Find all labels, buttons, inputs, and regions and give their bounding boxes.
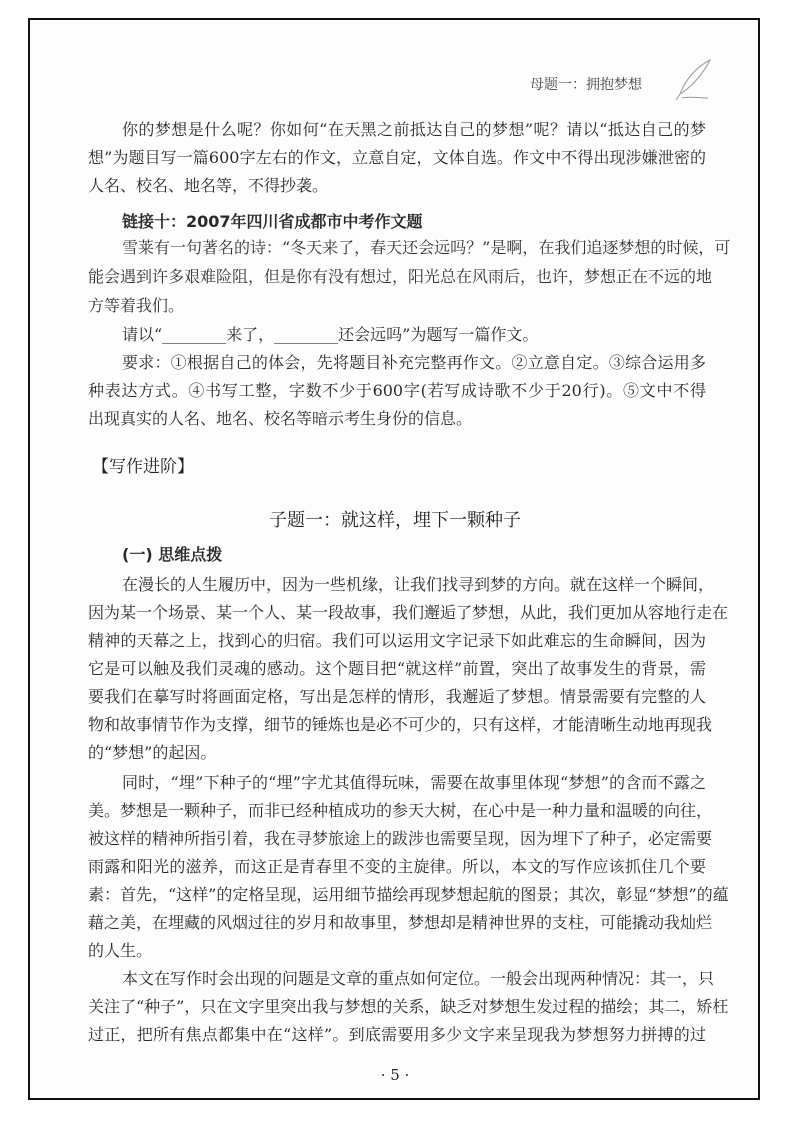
feather-pen-icon [672, 58, 714, 102]
paragraph-line: 人名、校名、地名等，不得抄袭。 [88, 176, 329, 195]
paragraph-line: 它是可以触及我们灵魂的感动。这个题目把“就这样”前置，突出了故事发生的背景，需 [88, 659, 706, 678]
running-header: 母题一：拥抱梦想 [530, 77, 642, 93]
paragraph-line: 你的梦想是什么呢？你如何“在天黑之前抵达自己的梦想”呢？请以“抵达自己的梦 [122, 120, 706, 139]
paragraph-line: 能会遇到许多艰难险阻，但是你有没有想过，阳光总在风雨后，也许，梦想正在不远的地 [88, 267, 713, 286]
paragraph-line: 要我们在摹写时将画面定格，写出是怎样的情形，我邂逅了梦想。情景需要有完整的人 [88, 687, 706, 706]
paragraph-line: 雪莱有一句著名的诗：“冬天来了，春天还会远吗？”是啊，在我们追逐梦想的时候，可 [122, 238, 731, 257]
link-heading: 链接十：2007年四川省成都市中考作文题 [122, 212, 423, 231]
paragraph-line: 同时，“埋”下种子的“埋”字尤其值得玩味，需要在故事里体现“梦想”的含而不露之 [122, 773, 706, 792]
section-title: 【写作进阶】 [92, 457, 194, 477]
paragraph-line: 种表达方式。④书写工整，字数不少于600字(若写成诗歌不少于20行)。⑤文中不得 [88, 381, 706, 400]
paragraph-line: 素：首先，“这样”的定格呈现，运用细节描绘再现梦想起航的图景；其次，彰显“梦想”的蕴 [88, 885, 729, 904]
paragraph-line: 过正，把所有焦点都集中在“这样”。到底需要用多少文字来呈现我为梦想努力拼搏的过 [88, 1025, 706, 1044]
paragraph-line: 因为某一个场景、某一个人、某一段故事，我们邂逅了梦想，从此，我们更加从容地行走在 [88, 603, 729, 622]
paragraph-line: 的人生。 [88, 941, 153, 960]
subsection-title: (一) 思维点拨 [122, 545, 223, 564]
paragraph-line: 被这样的精神所指引着，我在寻梦旅途上的跋涉也需要呈现，因为埋下了种子，必定需要 [88, 829, 713, 848]
page-number: · 5 · [380, 1066, 410, 1084]
paragraph-line: 要求：①根据自己的体会，先将题目补充完整再作文。②立意自定。③综合运用多 [122, 353, 706, 372]
paragraph-line: 雨露和阳光的滋养，而这正是青春里不变的主旋律。所以，本文的写作应该抓住几个要 [88, 857, 706, 876]
paragraph-line: 物和故事情节作为支撑，细节的锤炼也是必不可少的，只有这样，才能清晰生动地再现我 [88, 715, 713, 734]
paragraph-line: 的“梦想”的起因。 [88, 743, 217, 762]
prompt-line: 请以“________来了，________还会远吗”为题写一篇作文。 [122, 325, 539, 344]
paragraph-line: 关注了“种子”，只在文字里突出我与梦想的关系，缺乏对梦想生发过程的描绘；其二，矫枉 [88, 997, 729, 1016]
paragraph-line: 出现真实的人名、地名、校名等暗示考生身份的信息。 [88, 409, 473, 428]
paragraph-line: 藉之美，在埋藏的风烟过往的岁月和故事里，梦想却是精神世界的支柱，可能撬动我灿烂 [88, 913, 713, 932]
paragraph-line: 精神的天幕之上，找到心的归宿。我们可以运用文字记录下如此难忘的生命瞬间，因为 [88, 631, 706, 650]
paragraph-line: 本文在写作时会出现的问题是文章的重点如何定位。一般会出现两种情况：其一，只 [122, 969, 715, 988]
paragraph-line: 想”为题目写一篇600字左右的作文，立意自定，文体自选。作文中不得出现涉嫌泄密的 [88, 148, 706, 167]
paragraph-line: 美。梦想是一颗种子，而非已经种植成功的参天大树，在心中是一种力量和温暖的向往， [88, 801, 713, 820]
paragraph-line: 方等着我们。 [88, 296, 185, 315]
subtopic-title: 子题一：就这样，埋下一颗种子 [269, 510, 521, 531]
paragraph-line: 在漫长的人生履历中，因为一些机缘，让我们找寻到梦的方向。就在这样一个瞬间， [122, 575, 715, 594]
